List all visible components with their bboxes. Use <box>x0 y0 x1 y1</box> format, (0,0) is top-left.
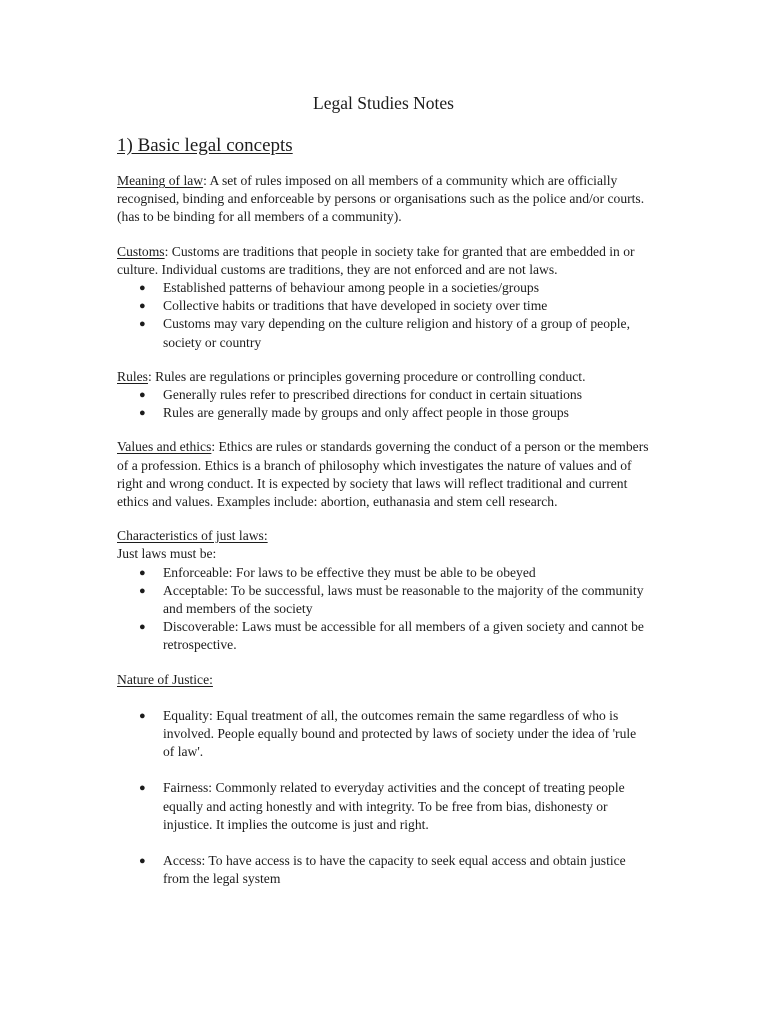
list-item <box>117 779 650 834</box>
list-item <box>117 582 650 618</box>
nature-of-justice-heading <box>117 671 650 689</box>
bullet-icon: ● <box>139 318 146 331</box>
customs-list <box>117 279 650 352</box>
values-ethics-section <box>117 438 650 511</box>
list-item-text: Enforceable: For laws to be effective they must be able to be obeyed <box>163 564 536 580</box>
values-ethics-term: Values and ethics <box>117 439 212 455</box>
bullet-icon: ● <box>139 855 146 868</box>
customs-term: Customs <box>117 243 165 259</box>
rules-paragraph <box>117 368 650 386</box>
list-item <box>117 707 650 762</box>
rules-list <box>117 386 650 422</box>
just-laws-intro: Just laws must be: <box>117 546 217 562</box>
list-item <box>117 279 650 297</box>
bullet-icon: ● <box>139 782 146 795</box>
customs-section <box>117 243 650 352</box>
bullet-icon: ● <box>139 407 146 420</box>
nature-of-justice-list <box>117 707 650 889</box>
bullet-icon: ● <box>139 709 146 722</box>
list-item <box>117 404 650 422</box>
just-laws-list <box>117 564 650 655</box>
list-item <box>117 618 650 654</box>
list-item-text: Collective habits or traditions that have developed in society over time <box>163 298 548 314</box>
meaning-of-law-section <box>117 172 650 227</box>
list-item <box>117 386 650 404</box>
values-ethics-text: : Ethics are rules or standards governing the conduct of a person or the members of a profession. Ethics is a branch of philosophy which investigates the nature of values and of right and wrong conduct. It is expected by society that laws will reflect traditional and current ethics and values. Examples include: abortion, euthanasia and stem cell research. <box>117 439 649 510</box>
bullet-icon: ● <box>139 621 146 634</box>
just-laws-heading <box>117 527 650 545</box>
bullet-icon: ● <box>139 389 146 402</box>
list-item <box>117 852 650 888</box>
rules-term: Rules <box>117 368 148 384</box>
list-item <box>117 564 650 582</box>
list-item-text: Rules are generally made by groups and only affect people in those groups <box>163 405 569 421</box>
bullet-icon: ● <box>139 282 146 295</box>
customs-text: : Customs are traditions that people in society take for granted that are embedded in or culture. Individual customs are traditions, they are not enforced and are not laws. <box>117 243 635 277</box>
list-item-text: Fairness: Commonly related to everyday activities and the concept of treating people equally and acting honestly and with integrity. To be free from bias, dishonesty or injustice. It implies the outcome is just and right. <box>163 780 625 832</box>
list-item-text: Customs may vary depending on the culture religion and history of a group of people, society or country <box>163 316 630 350</box>
meaning-of-law-term: Meaning of law <box>117 173 204 188</box>
list-item-text: Generally rules refer to prescribed directions for conduct in certain situations <box>163 387 582 403</box>
nature-of-justice-term: Nature of Justice: <box>117 671 213 687</box>
meaning-of-law-text: : A set of rules imposed on all members of a community which are officially recognised, binding and enforceable by persons or organisations such as the police and/or courts. (has to be binding for all members of a community). <box>117 173 645 225</box>
just-laws-section <box>117 527 650 654</box>
list-item <box>117 297 650 315</box>
list-item-text: Access: To have access is to have the capacity to seek equal access and obtain justice from the legal system <box>163 853 626 887</box>
list-item-text: Acceptable: To be successful, laws must be reasonable to the majority of the community and members of the society <box>163 582 644 617</box>
list-item <box>117 315 650 351</box>
bullet-icon: ● <box>139 584 146 597</box>
list-item-text: Established patterns of behaviour among people in a societies/groups <box>163 280 539 296</box>
bullet-icon: ● <box>139 300 146 313</box>
values-ethics-paragraph <box>117 438 650 511</box>
meaning-of-law-paragraph <box>117 172 650 227</box>
nature-of-justice-section <box>117 671 650 889</box>
customs-paragraph <box>117 243 650 279</box>
just-laws-term: Characteristics of just laws: <box>117 528 268 544</box>
rules-text: : Rules are regulations or principles governing procedure or controlling conduct. <box>147 368 586 384</box>
section-heading: 1) Basic legal concepts <box>117 135 293 156</box>
document-title: Legal Studies Notes <box>313 93 454 113</box>
list-item-text: Discoverable: Laws must be accessible for all members of a given society and cannot be retrospective. <box>163 619 644 653</box>
bullet-icon: ● <box>139 566 146 579</box>
list-item-text: Equality: Equal treatment of all, the outcomes remain the same regardless of who is involved. People equally bound and protected by laws of society under the idea of 'rule of law'. <box>163 707 637 760</box>
rules-section <box>117 368 650 423</box>
